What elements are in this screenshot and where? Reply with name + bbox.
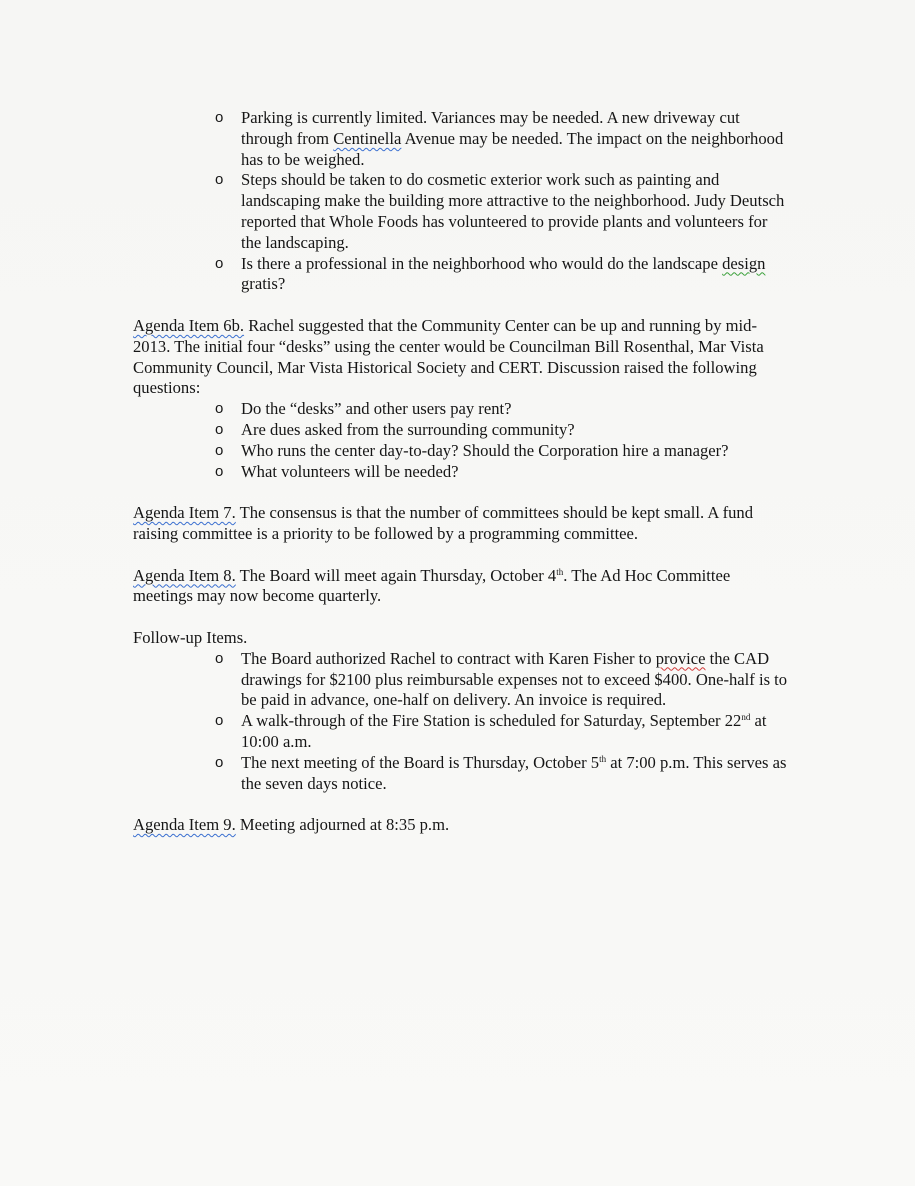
agenda-label: Agenda Item 7. (133, 503, 236, 523)
bullet-icon: o (215, 171, 224, 189)
list-item: o The next meeting of the Board is Thursday, October 5th at 7:00 p.m. This serves as the seven days notice. (215, 752, 787, 793)
bullet-icon: o (215, 649, 224, 667)
list-item: o Is there a professional in the neighborhood who would do the landscape design gratis? (215, 253, 766, 294)
bullet-icon: o (215, 753, 224, 771)
questions-list (133, 399, 788, 482)
agenda-item-9: Agenda Item 9. Meeting adjourned at 8:35 p.m. (133, 815, 450, 835)
minutes-content (133, 108, 788, 836)
bullet-icon: o (215, 441, 224, 459)
list-item: o A walk-through of the Fire Station is scheduled for Saturday, September 22nd at 10:00 a.m. (215, 711, 767, 751)
list-item: o Are dues asked from the surrounding community? (215, 419, 575, 439)
bullet-icon: o (215, 254, 224, 272)
bullet-icon: o (215, 420, 224, 438)
agenda-label: Agenda Item 9. (133, 815, 236, 835)
top-bullet-list (133, 108, 788, 295)
list-item: o Who runs the center day-to-day? Should the Corporation hire a manager? (215, 440, 729, 460)
list-item: o What volunteers will be needed? (215, 461, 459, 481)
list-item: o Steps should be taken to do cosmetic exterior work such as painting and landscaping make the building more attractive to the neighborhood. Judy Deutsch reported that Whole Foods has volunteered to provide plants and volunteers for the landscaping. (215, 170, 785, 252)
agenda-label: Agenda Item 6b. (133, 315, 245, 335)
followup-list (133, 649, 788, 795)
list-item: o Do the “desks” and other users pay rent? (215, 399, 512, 419)
bullet-icon: o (215, 109, 224, 126)
agenda-item-8: Agenda Item 8. The Board will meet again Thursday, October 4th. The Ad Hoc Committee meetings may now become quarterly. (133, 565, 731, 606)
bullet-icon: o (215, 400, 224, 418)
agenda-item-7: Agenda Item 7. The consensus is that the number of committees should be kept small. A fund raising committee is a priority to be followed by a programming committee. (133, 503, 754, 543)
followup-heading: Follow-up Items. (133, 627, 248, 647)
list-item: o Parking is currently limited. Variances may be needed. A new driveway cut through from Centinella Avenue may be needed. The impact on the neighborhood has to be weighed. (215, 108, 784, 169)
bullet-icon: o (215, 712, 224, 730)
agenda-label: Agenda Item 8. (133, 565, 236, 585)
bullet-icon: o (215, 462, 224, 480)
list-item: o The Board authorized Rachel to contract with Karen Fisher to provice the CAD drawings for $2100 plus reimbursable expenses not to exceed $400. One-half is to be paid in advance, one-half on delivery. An invoice is required. (215, 648, 788, 710)
agenda-item-6b: Agenda Item 6b. Rachel suggested that the Community Center can be up and running by mid-2013. The initial four “desks” using the center would be Councilman Bill Rosenthal, Mar Vista Community Council, Mar Vista Historical Society and CERT. Discussion raised the following questions: (133, 315, 764, 398)
